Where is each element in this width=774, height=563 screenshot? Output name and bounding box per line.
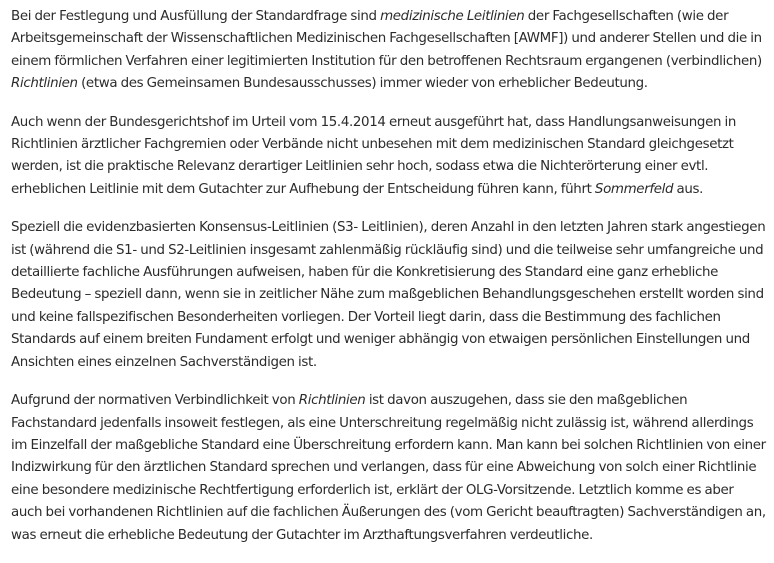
paragraph-3 (11, 217, 766, 374)
text-segment-italic: medizinische Leitlinien (380, 9, 525, 24)
text-segment: der Fachgesellschaften (wie der Arbeitsgemeinschaft der Wissenschaftlichen Medizinischen Fachgesellschaften [AWMF]) und anderer Stellen und die in einem förmlichen Verfahren einer legitimierten Institution für den betroffenen Rechtsraum ergangenen (verbindlichen) (11, 9, 762, 69)
text-segment: (etwa des Gemeinsamen Bundesausschusses) immer wieder von erheblicher Bedeutung. (77, 76, 648, 92)
text-segment: Speziell die evidenzbasierten Konsensus-Leitlinien (S3- Leitlinien), deren Anzahl in den letzten Jahren stark angestiegen ist (während die S1- und S2-Leitlinien insgesamt zahlenmäßig rückläufig sind) und die teilweise sehr umfangreiche und detaillierte fachliche Ausführungen aufweisen, haben für die Konkretisierung des Standard eine ganz erhebliche Bedeutung – speziell dann, wenn sie in zeitlicher Nähe zum maßgeblichen Behandlungsgeschehen erstellt worden sind und keine fallspezifischen Besonderheiten vorliegen. Der Vorteil liegt darin, dass die Bestimmung des fachlichen Standards auf einem breiten Fundament erfolgt und weniger abhängig von etwaigen persönlichen Einstellungen und Ansichten eines einzelnen Sachverständigen ist. (11, 220, 766, 370)
text-segment-italic: Richtlinien (11, 76, 78, 92)
paragraph-2 (11, 112, 766, 202)
text-segment: aus. (673, 181, 704, 197)
text-segment: Auch wenn der Bundesgerichtshof im Urteil vom 15.4.2014 erneut ausgeführt hat, dass Handlungsanweisungen in Richtlinien ärztlicher Fachgremien oder Verbände nicht unbesehen mit dem medizinischen Standard gleichgesetzt werden, ist die praktische Relevanz derartiger Leitlinien sehr hoch, sodass etwa die Nichterörterung einer evtl. erheblichen Leitlinie mit dem Gutachter zur Aufhebung der Entscheidung führen kann, führt (11, 114, 737, 197)
text-segment-italic: Sommerfeld (594, 181, 674, 197)
text-segment: Aufgrund der normativen Verbindlichkeit von (11, 393, 299, 409)
text-segment-italic: Richtlinien (298, 393, 366, 409)
paragraph-4 (11, 390, 766, 547)
paragraph-1 (11, 6, 766, 96)
text-segment: ist davon auszugehen, dass sie den maßgeblichen Fachstandard jedenfalls insoweit festlegen, als eine Unterschreitung regelmäßig nicht zulässig ist, während allerdings im Einzelfall der maßgebliche Standard eine Überschreitung erfordern kann. Man kann bei solchen Richtlinien von einer Indizwirkung für den ärztlichen Standard sprechen und verlangen, dass für eine Abweichung von solch einer Richtlinie eine besondere medizinische Rechtfertigung erforderlich ist, erklärt der OLG-Vorsitzende. Letztlich komme es aber auch bei vorhandenen Richtlinien auf die fachlichen Äußerungen des (vom Gericht beauftragten) Sachverständigen an, was erneut die erhebliche Bedeutung der Gutachter im Arzthaftungsverfahren verdeutliche. (11, 393, 766, 543)
text-segment: Bei der Festlegung und Ausfüllung der Standardfrage sind (11, 9, 381, 24)
article-body (11, 6, 766, 563)
